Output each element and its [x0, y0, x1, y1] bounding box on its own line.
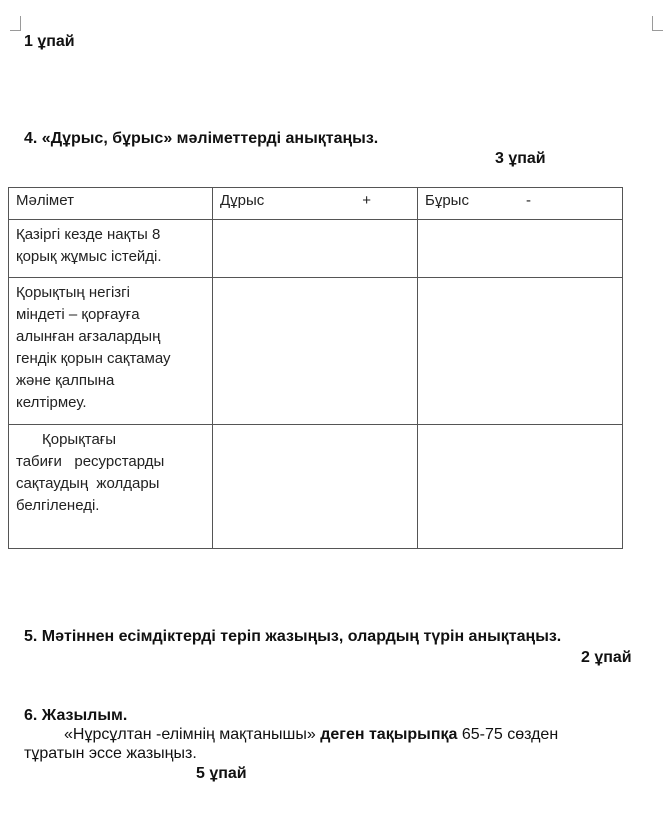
header-info-label: Мәлімет — [16, 192, 74, 209]
task5-heading: 5. Мәтіннен есімдіктерді теріп жазыңыз, олардың түрін анықтаңыз. — [24, 628, 562, 645]
statement-cell — [9, 425, 213, 549]
statement-line: келтірмеу. — [16, 394, 87, 411]
statement-cell — [9, 220, 213, 278]
header-true — [213, 188, 418, 220]
table-row — [9, 425, 623, 549]
header-false — [418, 188, 623, 220]
statement-line: табиғи ресурстарды — [16, 453, 165, 470]
task6-score: 5 ұпай — [196, 765, 247, 782]
statement-line: Қорықтың негізгі — [16, 284, 130, 301]
statement-cell — [9, 278, 213, 425]
task6-prompt-line1 — [64, 726, 558, 744]
page-corner-mark-left — [10, 16, 21, 31]
statement-line: және қалпына — [16, 372, 115, 389]
statement-line: гендік қорын сақтамау — [16, 350, 171, 367]
header-info — [9, 188, 213, 220]
answer-true-cell[interactable] — [213, 425, 418, 549]
table-row — [9, 278, 623, 425]
answer-false-cell[interactable] — [418, 278, 623, 425]
statement-line: міндеті – қорғауға — [16, 306, 140, 323]
task6-word-count: 65-75 сөзден — [457, 726, 559, 743]
header-false-label: Бұрыс — [425, 192, 469, 209]
header-false-sign: - — [526, 192, 531, 209]
task6-essay-title: «Нұрсұлтан -елімнің мақтанышы» — [64, 726, 316, 743]
answer-false-cell[interactable] — [418, 220, 623, 278]
task6-heading: 6. Жазылым. — [24, 707, 128, 724]
task6-topic-label: деген тақырыпқа — [315, 726, 458, 743]
statement-line: Қазіргі кезде нақты 8 — [16, 226, 161, 243]
header-true-sign: + — [362, 192, 371, 209]
score-task3: 1 ұпай — [24, 33, 75, 50]
statement-line: Қорықтағы — [42, 431, 117, 448]
true-false-table — [8, 187, 623, 549]
statement-line: сақтаудың жолдары — [16, 475, 160, 492]
task6-prompt-line2: тұратын эссе жазыңыз. — [24, 745, 197, 762]
task4-heading: 4. «Дұрыс, бұрыс» мәліметтерді анықтаңыз. — [24, 130, 379, 147]
answer-true-cell[interactable] — [213, 220, 418, 278]
table-row — [9, 220, 623, 278]
statement-line: белгіленеді. — [16, 497, 100, 514]
statement-line: қорық жұмыс істейді. — [16, 248, 162, 265]
answer-true-cell[interactable] — [213, 278, 418, 425]
statement-line: алынған ағзалардың — [16, 328, 161, 345]
header-true-label: Дұрыс — [220, 192, 265, 209]
task4-score: 3 ұпай — [495, 150, 546, 167]
answer-false-cell[interactable] — [418, 425, 623, 549]
table-header-row — [9, 188, 623, 220]
task5-score: 2 ұпай — [581, 649, 632, 666]
page-corner-mark-right — [652, 16, 663, 31]
